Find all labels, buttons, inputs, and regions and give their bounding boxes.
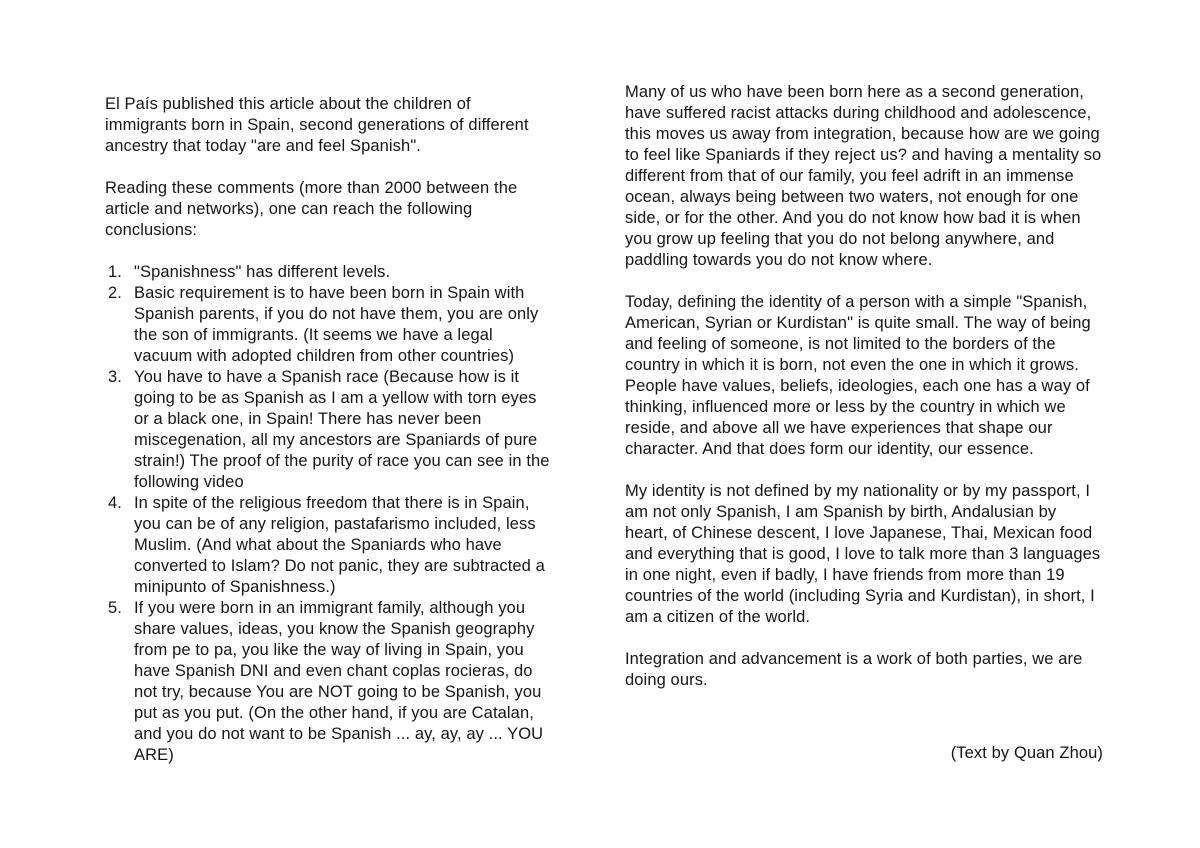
left-column (105, 94, 551, 766)
list-item: Basic requirement is to have been born in Spain with Spanish parents, if you do not have them, you are only the son of immigrants. (It seems we have a legal vacuum with adopted children from other countries) (134, 284, 539, 365)
paragraph-identity-today: Today, defining the identity of a person with a simple "Spanish, American, Syrian or Kurdistan" is quite small. The way of being and feeling of someone, is not limited to the borders of the country in which it is born, not even the one in which it grows. People have values, beliefs, ideologies, each one has a way of thinking, influenced more or less by the country in which we reside, and above all we have experiences that shape our character. And that does form our identity, our essence. (625, 293, 1091, 458)
conclusions-list (105, 262, 551, 766)
right-column (625, 82, 1103, 764)
attribution: (Text by Quan Zhou) (950, 744, 1103, 762)
paragraph-my-identity: My identity is not defined by my nationality or by my passport, I am not only Spanish, I am Spanish by birth, Andalusian by heart, of Chinese descent, I love Japanese, Thai, Mexican food and everything that is good, I love to talk more than 3 languages in one night, even if badly, I have friends from more than 19 countries of the world (including Syria and Kurdistan), in short, I am a citizen of the world. (625, 482, 1101, 626)
paragraph-second-generation: Many of us who have been born here as a second generation, have suffered racist attacks during childhood and adolescence, this moves us away from integration, because how are we going to feel like Spaniards if they reject us? and having a mentality so different from that of our family, you feel adrift in an immense ocean, always being between two waters, not enough for one side, or for the other. And you do not know how bad it is when you grow up feeling that you do not belong anywhere, and paddling towards you do not know where. (625, 83, 1102, 269)
list-item: "Spanishness" has different levels. (134, 263, 391, 281)
paragraph-intro: El País published this article about the children of immigrants born in Spain, second generations of different ancestry that today "are and feel Spanish". (105, 95, 529, 155)
list-item: In spite of the religious freedom that there is in Spain, you can be of any religion, pastafarismo included, less Muslim. (And what about the Spaniards who have converted to Islam? Do not panic, they are subtracted a minipunto of Spanishness.) (134, 494, 545, 596)
list-item: If you were born in an immigrant family, although you share values, ideas, you know the Spanish geography from pe to pa, you like the way of living in Spain, you have Spanish DNI and even chant coplas rocieras, do not try, because You are NOT going to be Spanish, you put as you put. (On the other hand, if you are Catalan, and you do not want to be Spanish ... ay, ay, ay ... YOU ARE) (134, 599, 544, 764)
paragraph-reading-comments: Reading these comments (more than 2000 between the article and networks), one can reach the following conclusions: (105, 179, 518, 239)
list-item: You have to have a Spanish race (Because how is it going to be as Spanish as I am a yellow with torn eyes or a black one, in Spain! There has never been miscegenation, all my ancestors are Spaniards of pure strain!) The proof of the purity of race you can see in the following video (134, 368, 550, 491)
paragraph-integration: Integration and advancement is a work of both parties, we are doing ours. (625, 650, 1083, 689)
